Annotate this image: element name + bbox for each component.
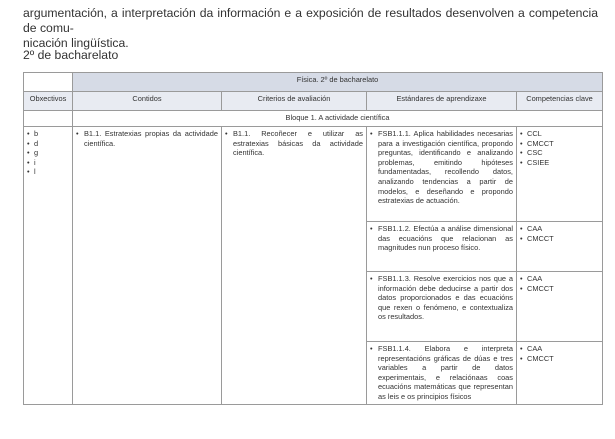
objective-item: • l — [27, 167, 69, 177]
objective-item: • g — [27, 148, 69, 158]
standard-cell — [367, 222, 517, 272]
competence-item: • CMCCT — [520, 234, 599, 244]
content-item: • B1.1. Estratexias propias da actividade científica. — [76, 129, 218, 148]
table-title: Física. 2º de bacharelato — [73, 73, 603, 92]
block-title: Bloque 1. A actividade científica — [73, 111, 603, 127]
curriculum-table — [23, 72, 603, 405]
competence-item: • CMCCT — [520, 354, 599, 364]
standard-cell — [367, 342, 517, 405]
competence-item: • CAA — [520, 344, 599, 354]
competence-item: • CMCCT — [520, 284, 599, 294]
block-left-blank — [24, 111, 73, 127]
competences-cell — [517, 222, 603, 272]
objective-item: • i — [27, 158, 69, 168]
competences-list — [520, 129, 599, 167]
competence-item: • CMCCT — [520, 139, 599, 149]
competence-item: • CCL — [520, 129, 599, 139]
criteria-cell — [222, 127, 367, 405]
competences-list — [520, 344, 599, 363]
header-contents: Contidos — [73, 92, 222, 111]
standard-cell — [367, 127, 517, 222]
objective-item: • d — [27, 139, 69, 149]
standard-item: • FSB1.1.3. Resolve exercicios nos que a información debe deducirse a partir dos datos proporcionados e das ecuacións que rexen o fenómeno, e contextualiza os resultados. — [370, 274, 513, 322]
competence-item: • CSC — [520, 148, 599, 158]
header-objectives: Obxectivos — [24, 92, 73, 111]
objectives-cell — [24, 127, 73, 405]
competence-item: • CAA — [520, 274, 599, 284]
standard-item: • FSB1.1.2. Efectúa a análise dimensional das ecuacións que relacionan as magnitudes nun proceso físico. — [370, 224, 513, 253]
competence-item: • CSIEE — [520, 158, 599, 168]
competences-cell — [517, 127, 603, 222]
intro-paragraph — [23, 6, 598, 51]
standard-item: • FSB1.1.1. Aplica habilidades necesarias para a investigación científica, propondo preguntas, identificando e analizando problemas, emitindo hipóteses fundamentadas, recollendo datos, analizando tendencias a partir de modelos, e deseñando e propondo estratexias de actuación. — [370, 129, 513, 206]
objectives-list — [27, 129, 69, 177]
header-criteria: Criterios de avaliación — [222, 92, 367, 111]
header-standards: Estándares de aprendizaxe — [367, 92, 517, 111]
criteria-item: • B1.1. Recoñecer e utilizar as estratexias básicas da actividade científica. — [225, 129, 363, 158]
competences-list — [520, 274, 599, 293]
objective-item: • b — [27, 129, 69, 139]
table-corner-cell — [24, 73, 73, 92]
competences-cell — [517, 342, 603, 405]
competences-list — [520, 224, 599, 243]
intro-line-1: argumentación, a interpretación da información e a exposición de resultados desenvolven a competencia de comu- — [23, 6, 598, 35]
contents-cell — [73, 127, 222, 405]
standard-cell — [367, 272, 517, 342]
header-competences: Competencias clave — [517, 92, 603, 111]
standard-item: • FSB1.1.4. Elabora e interpreta representacións gráficas de dúas e tres variables a partir de datos experimentais, e relaciónaas coas ecuacións matemáticas que representan as leis e os principios físicos — [370, 344, 513, 402]
intro-line-2: nicación lingüística. — [23, 36, 129, 50]
section-heading: 2º de bacharelato — [23, 48, 119, 62]
competences-cell — [517, 272, 603, 342]
competence-item: • CAA — [520, 224, 599, 234]
